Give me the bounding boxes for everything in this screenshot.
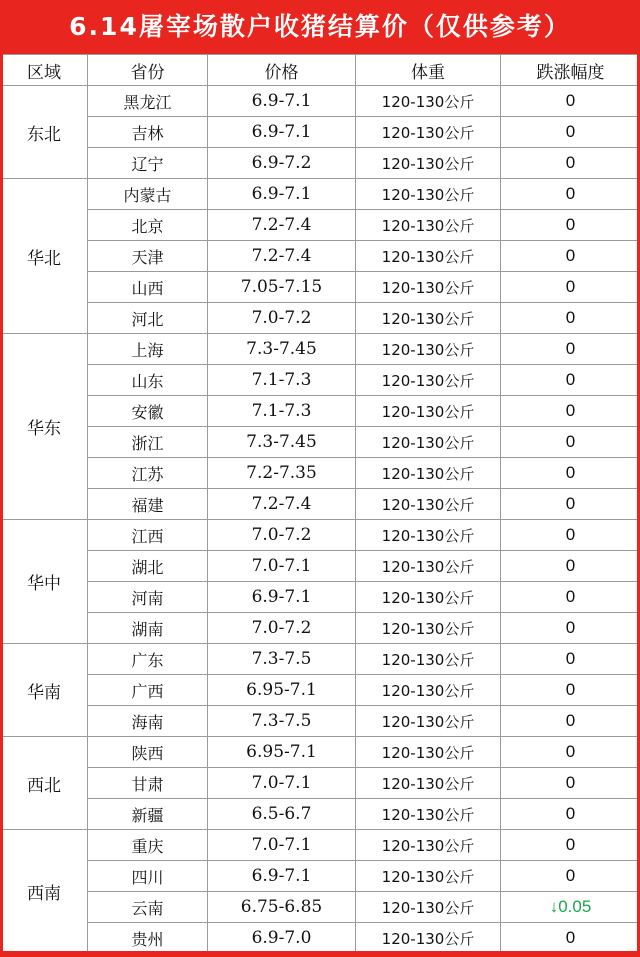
price-cell: 7.2-7.4 xyxy=(208,210,356,241)
region-cell: 华南 xyxy=(1,644,88,737)
region-cell: 华东 xyxy=(1,334,88,520)
weight-cell: 120-130公斤 xyxy=(356,520,501,551)
province-cell: 山西 xyxy=(88,272,208,303)
change-cell: 0 xyxy=(501,551,640,582)
left-border xyxy=(0,54,3,951)
weight-cell: 120-130公斤 xyxy=(356,489,501,520)
price-cell: 6.9-7.1 xyxy=(208,117,356,148)
change-cell: 0 xyxy=(501,458,640,489)
change-cell: 0 xyxy=(501,737,640,768)
table-row xyxy=(1,272,640,303)
province-cell: 湖南 xyxy=(88,613,208,644)
page-title: 6.14屠宰场散户收猪结算价（仅供参考） xyxy=(69,12,571,41)
province-cell: 上海 xyxy=(88,334,208,365)
price-cell: 7.1-7.3 xyxy=(208,396,356,427)
change-cell: 0 xyxy=(501,768,640,799)
price-cell: 7.0-7.2 xyxy=(208,520,356,551)
change-cell: 0 xyxy=(501,489,640,520)
weight-cell: 120-130公斤 xyxy=(356,706,501,737)
province-cell: 新疆 xyxy=(88,799,208,830)
price-cell: 6.9-7.1 xyxy=(208,582,356,613)
weight-cell: 120-130公斤 xyxy=(356,365,501,396)
change-cell: 0 xyxy=(501,582,640,613)
table-row xyxy=(1,148,640,179)
province-cell: 甘肃 xyxy=(88,768,208,799)
table-row xyxy=(1,923,640,954)
region-cell: 东北 xyxy=(1,86,88,179)
change-cell: 0 xyxy=(501,830,640,861)
change-cell: 0 xyxy=(501,675,640,706)
weight-cell: 120-130公斤 xyxy=(356,303,501,334)
change-cell: 0 xyxy=(501,86,640,117)
province-cell: 广西 xyxy=(88,675,208,706)
weight-cell: 120-130公斤 xyxy=(356,148,501,179)
weight-cell: 120-130公斤 xyxy=(356,613,501,644)
province-cell: 吉林 xyxy=(88,117,208,148)
price-cell: 6.9-7.1 xyxy=(208,179,356,210)
table-row xyxy=(1,458,640,489)
table-row xyxy=(1,861,640,892)
table-row xyxy=(1,613,640,644)
price-cell: 7.3-7.5 xyxy=(208,706,356,737)
price-cell: 7.0-7.2 xyxy=(208,303,356,334)
table-row xyxy=(1,799,640,830)
price-cell: 7.2-7.4 xyxy=(208,241,356,272)
price-cell: 7.0-7.1 xyxy=(208,551,356,582)
province-cell: 湖北 xyxy=(88,551,208,582)
weight-cell: 120-130公斤 xyxy=(356,551,501,582)
province-cell: 辽宁 xyxy=(88,148,208,179)
province-cell: 陕西 xyxy=(88,737,208,768)
price-cell: 6.95-7.1 xyxy=(208,675,356,706)
table-row xyxy=(1,644,640,675)
change-cell: 0 xyxy=(501,365,640,396)
table-body xyxy=(1,86,640,954)
weight-cell: 120-130公斤 xyxy=(356,923,501,954)
price-cell: 7.3-7.5 xyxy=(208,644,356,675)
weight-cell: 120-130公斤 xyxy=(356,675,501,706)
price-cell: 6.9-7.1 xyxy=(208,86,356,117)
table-row xyxy=(1,365,640,396)
table-row xyxy=(1,768,640,799)
price-cell: 7.0-7.1 xyxy=(208,768,356,799)
change-cell: 0 xyxy=(501,923,640,954)
price-cell: 6.75-6.85 xyxy=(208,892,356,923)
change-cell: 0 xyxy=(501,272,640,303)
table-row xyxy=(1,582,640,613)
province-cell: 北京 xyxy=(88,210,208,241)
province-cell: 广东 xyxy=(88,644,208,675)
province-cell: 福建 xyxy=(88,489,208,520)
price-cell: 6.9-7.1 xyxy=(208,861,356,892)
region-cell: 华中 xyxy=(1,520,88,644)
price-cell: 7.05-7.15 xyxy=(208,272,356,303)
weight-cell: 120-130公斤 xyxy=(356,799,501,830)
price-table xyxy=(0,54,640,954)
price-cell: 7.0-7.2 xyxy=(208,613,356,644)
change-cell: 0 xyxy=(501,241,640,272)
weight-cell: 120-130公斤 xyxy=(356,458,501,489)
weight-cell: 120-130公斤 xyxy=(356,86,501,117)
table-row xyxy=(1,427,640,458)
table-row xyxy=(1,396,640,427)
province-cell: 天津 xyxy=(88,241,208,272)
weight-cell: 120-130公斤 xyxy=(356,582,501,613)
weight-cell: 120-130公斤 xyxy=(356,892,501,923)
province-cell: 河北 xyxy=(88,303,208,334)
weight-cell: 120-130公斤 xyxy=(356,768,501,799)
weight-cell: 120-130公斤 xyxy=(356,644,501,675)
change-cell: 0 xyxy=(501,303,640,334)
weight-cell: 120-130公斤 xyxy=(356,272,501,303)
change-cell: 0 xyxy=(501,520,640,551)
weight-cell: 120-130公斤 xyxy=(356,737,501,768)
header-weight: 体重 xyxy=(356,55,501,86)
weight-cell: 120-130公斤 xyxy=(356,334,501,365)
change-cell: 0 xyxy=(501,427,640,458)
change-value: 0.05 xyxy=(558,897,592,916)
region-cell: 西南 xyxy=(1,830,88,954)
table-row xyxy=(1,210,640,241)
weight-cell: 120-130公斤 xyxy=(356,210,501,241)
table-row xyxy=(1,551,640,582)
price-cell: 6.5-6.7 xyxy=(208,799,356,830)
table-row xyxy=(1,86,640,117)
table-row xyxy=(1,489,640,520)
weight-cell: 120-130公斤 xyxy=(356,396,501,427)
header-change: 跌涨幅度 xyxy=(501,55,640,86)
table-row xyxy=(1,520,640,551)
province-cell: 河南 xyxy=(88,582,208,613)
change-cell: 0 xyxy=(501,148,640,179)
header-row xyxy=(1,55,640,86)
region-cell: 西北 xyxy=(1,737,88,830)
weight-cell: 120-130公斤 xyxy=(356,427,501,458)
weight-cell: 120-130公斤 xyxy=(356,241,501,272)
province-cell: 浙江 xyxy=(88,427,208,458)
change-cell: 0 xyxy=(501,613,640,644)
province-cell: 贵州 xyxy=(88,923,208,954)
change-cell: 0 xyxy=(501,861,640,892)
change-cell: 0 xyxy=(501,179,640,210)
change-cell xyxy=(501,892,640,923)
price-cell: 6.9-7.2 xyxy=(208,148,356,179)
province-cell: 江西 xyxy=(88,520,208,551)
table-row xyxy=(1,737,640,768)
table-row xyxy=(1,179,640,210)
weight-cell: 120-130公斤 xyxy=(356,179,501,210)
price-cell: 6.9-7.0 xyxy=(208,923,356,954)
bottom-bar xyxy=(0,951,640,957)
province-cell: 山东 xyxy=(88,365,208,396)
province-cell: 云南 xyxy=(88,892,208,923)
province-cell: 黑龙江 xyxy=(88,86,208,117)
table-row xyxy=(1,706,640,737)
change-cell: 0 xyxy=(501,799,640,830)
table-row xyxy=(1,117,640,148)
change-cell: 0 xyxy=(501,334,640,365)
price-cell: 7.3-7.45 xyxy=(208,334,356,365)
table-row xyxy=(1,892,640,923)
change-cell: 0 xyxy=(501,210,640,241)
header-price: 价格 xyxy=(208,55,356,86)
table-row xyxy=(1,830,640,861)
weight-cell: 120-130公斤 xyxy=(356,830,501,861)
arrow-down-icon: ↓ xyxy=(549,897,559,916)
change-cell: 0 xyxy=(501,396,640,427)
price-cell: 7.3-7.45 xyxy=(208,427,356,458)
price-cell: 7.2-7.4 xyxy=(208,489,356,520)
header-region: 区域 xyxy=(1,55,88,86)
price-cell: 7.0-7.1 xyxy=(208,830,356,861)
table-row xyxy=(1,675,640,706)
province-cell: 江苏 xyxy=(88,458,208,489)
region-cell: 华北 xyxy=(1,179,88,334)
change-cell: 0 xyxy=(501,644,640,675)
change-cell: 0 xyxy=(501,117,640,148)
province-cell: 重庆 xyxy=(88,830,208,861)
price-cell: 7.1-7.3 xyxy=(208,365,356,396)
province-cell: 安徽 xyxy=(88,396,208,427)
change-cell: 0 xyxy=(501,706,640,737)
province-cell: 内蒙古 xyxy=(88,179,208,210)
province-cell: 海南 xyxy=(88,706,208,737)
price-cell: 6.95-7.1 xyxy=(208,737,356,768)
table-row xyxy=(1,303,640,334)
weight-cell: 120-130公斤 xyxy=(356,117,501,148)
weight-cell: 120-130公斤 xyxy=(356,861,501,892)
province-cell: 四川 xyxy=(88,861,208,892)
header-province: 省份 xyxy=(88,55,208,86)
table-row xyxy=(1,241,640,272)
price-cell: 7.2-7.35 xyxy=(208,458,356,489)
table-row xyxy=(1,334,640,365)
